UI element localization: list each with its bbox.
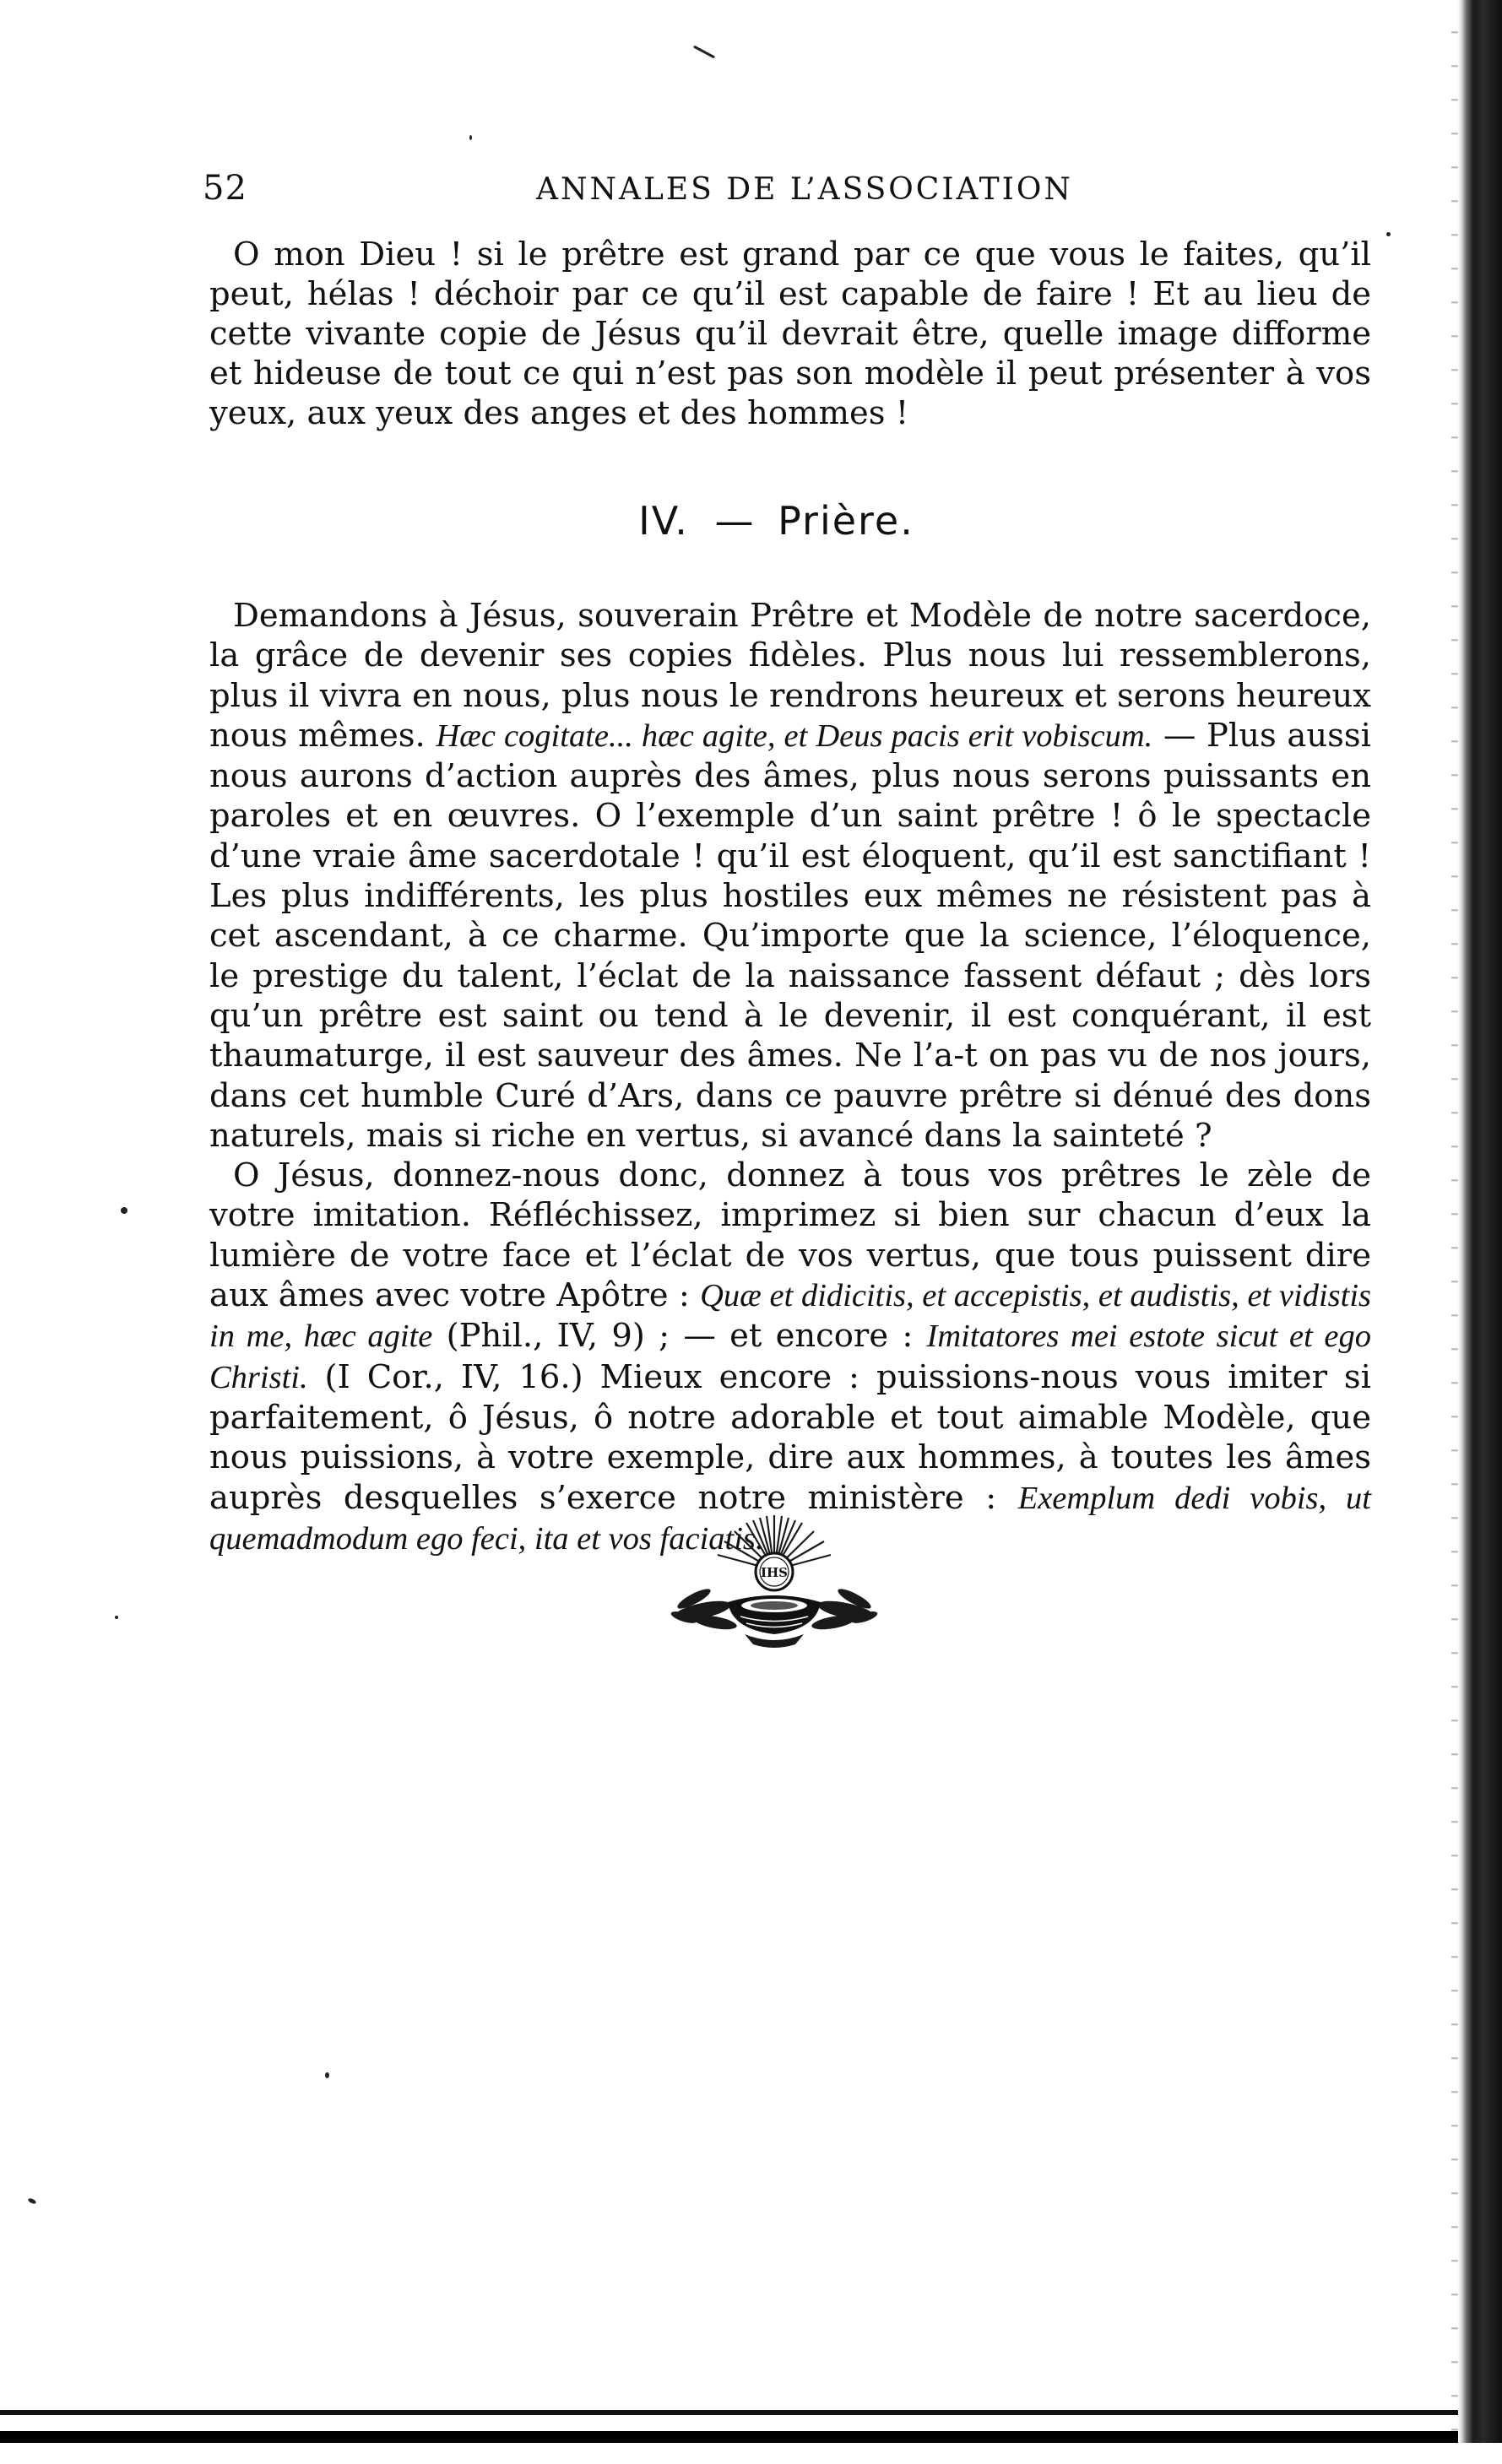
opening-paragraph-block [209, 235, 1371, 433]
paragraph-2-part-b: — Plus aussi nous aurons d’action auprès des âmes, plus nous serons puissants en paroles et en œuvres. O l’exemple d’un saint prêtre ! ô le spectacle d’une vraie âme sacerdotale ! qu’il est éloquent, qu’il est sanctifiant ! Les plus indifférents, les plus hostiles eux mêmes ne résistent pas à cet ascendant, à ce charme. Qu’importe que la science, l’éloquence, le prestige du talent, l’éclat de la naissance fassent défaut ; dès lors qu’un prêtre est saint ou tend à le devenir, il est conquérant, il est thaumaturge, il est sauveur des âmes. Ne l’a-t on pas vu de nos jours, dans cet humble Curé d’Ars, dans ce pauvre prêtre si dénué des dons naturels, mais si riche en vertus, si avancé dans la sainteté ? [209, 716, 1371, 1155]
running-title: ANNALES DE L’ASSOCIATION [536, 172, 1073, 207]
paragraph-3-part-a: O Jésus, donnez-nous donc, donnez à tous vos prêtres le zèle de votre imitation. Réfléchissez, imprimez si bien sur chacun d’eux la lumière de votre face et l’éclat de vos vertus, que tous puissent dire aux âmes avec votre Apôtre : [209, 1156, 1371, 1315]
bottom-rule-thin [0, 2410, 1458, 2415]
page-number: 52 [203, 169, 247, 208]
section-numeral: IV. [638, 498, 689, 544]
paragraph-2 [209, 596, 1371, 1156]
scan-speck [1386, 232, 1391, 236]
scan-speck [693, 46, 715, 59]
latin-quote-1: Hæc cogitate... hæc agite, et Deus pacis erit vobiscum. [436, 718, 1153, 754]
prayer-text-block [209, 596, 1371, 1559]
paragraph-1: O mon Dieu ! si le prêtre est grand par ce que vous le faites, qu’il peut, hélas ! déchoir par ce qu’il est capable de faire ! Et au lieu de cette vivante copie de Jésus qu’il devrait être, quelle image difforme et hideuse de tout ce qui n’est pas son modèle il peut présenter à vos yeux, aux yeux des anges et des hommes ! [209, 236, 1371, 432]
ihs-monogram-ornament-icon [669, 1511, 880, 1659]
section-dash: — [714, 498, 756, 544]
scan-speck [27, 2197, 36, 2205]
scripture-reference-2: (I Cor., IV, 16.) Mieux encore : puissions-nous vous imiter si parfaitement, ô Jésus, ô notre adorable et tout aimable Modèle, que nous puissions, à votre exemple, dire aux hommes, à toutes les âmes auprès desquelles s’exerce notre ministère : [209, 1357, 1371, 1517]
scripture-reference-1: (Phil., IV, 9) ; — et encore : [432, 1317, 927, 1356]
paragraph-2-part-a: Demandons à Jésus, souverain Prêtre et Modèle de notre sacerdoce, la grâce de devenir ses copies fidèles. Plus nous lui ressemblerons, plus il vivra en nous, plus nous le rendrons heureux et serons heureux nous mêmes. [209, 597, 1371, 755]
scan-speck [469, 135, 472, 140]
paragraph-3 [209, 1156, 1371, 1559]
ornament-monogram: IHS [760, 1565, 789, 1580]
binding-edge-specks [1451, 0, 1458, 2464]
bottom-margin [0, 2443, 1502, 2464]
latin-quote-3: Imitatores mei estote sicut et ego Christi. [209, 1319, 1371, 1395]
section-heading [0, 498, 1502, 544]
section-title: Prière. [778, 498, 914, 544]
bottom-rule-thick [0, 2431, 1458, 2443]
latin-quote-2: Quæ et didicitis, et accepistis, et audistis, et vidistis in me, hæc agite [209, 1278, 1372, 1355]
scan-speck [325, 2072, 329, 2078]
scan-speck [121, 1207, 127, 1214]
page-header [203, 169, 1385, 219]
latin-quote-4: Exemplum dedi vobis, ut quemadmodum ego feci, ita et vos faciatis. [209, 1480, 1371, 1557]
binding-edge [1458, 0, 1502, 2464]
scan-speck [115, 1616, 118, 1619]
